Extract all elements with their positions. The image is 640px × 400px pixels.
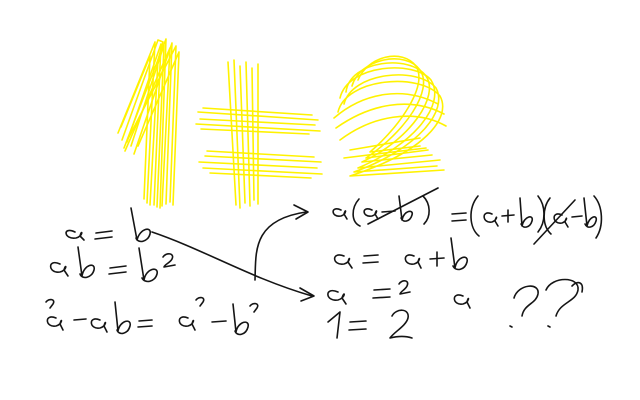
connector-arrows	[152, 205, 314, 301]
left-column-line2	[51, 247, 175, 281]
arrow-to-a-equals-a	[152, 232, 312, 296]
right-column-line4	[328, 310, 412, 338]
highlight-equals	[196, 60, 322, 208]
highlight-digit-two	[334, 56, 446, 176]
title-highlight	[118, 39, 446, 208]
left-column-line3	[46, 298, 258, 335]
right-column-line3	[328, 281, 470, 308]
right-column-line2	[335, 238, 468, 269]
arrow-to-factor-line	[255, 212, 306, 280]
left-column-line1	[66, 208, 150, 241]
highlight-digit-one	[118, 39, 179, 208]
question-marks-annotation	[510, 280, 582, 328]
right-column-line1	[333, 188, 438, 226]
right-column-line1-right	[452, 196, 601, 244]
strike-through-second-factor	[534, 200, 575, 244]
